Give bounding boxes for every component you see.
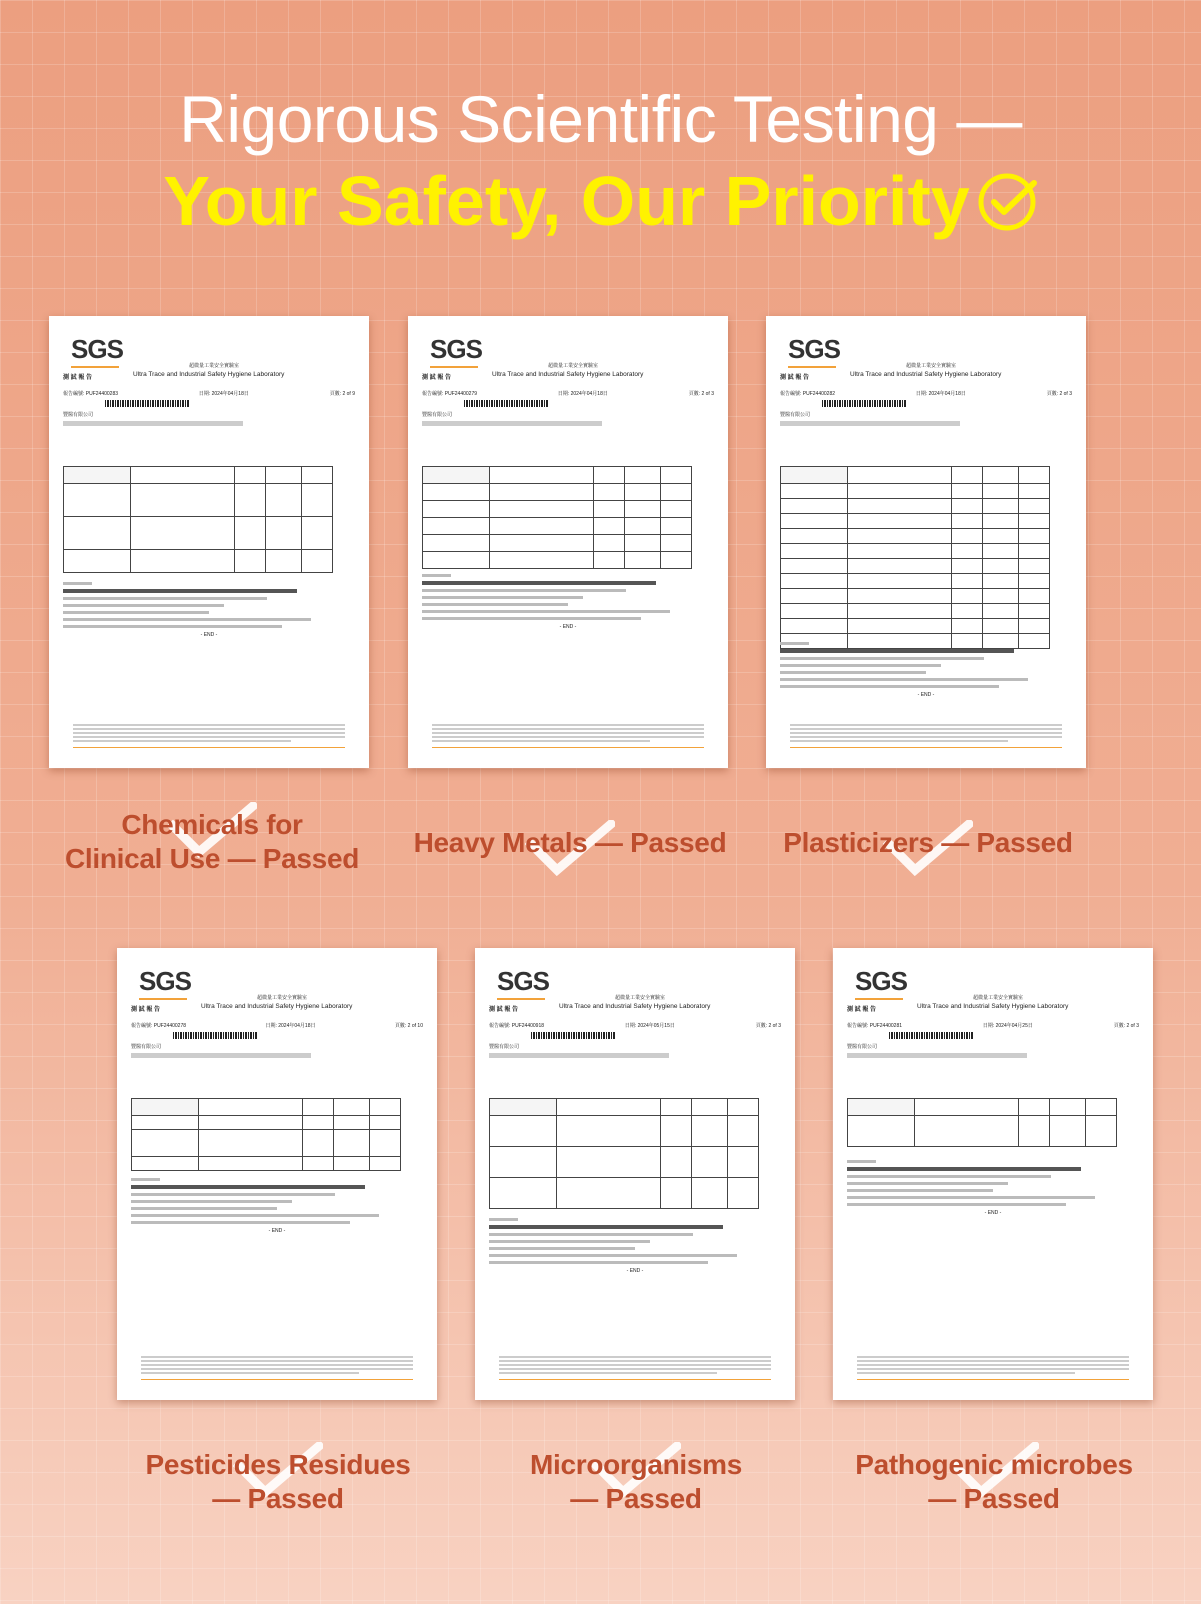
label-line-1: Chemicals for [121, 809, 303, 840]
sgs-logo: SGS [497, 966, 549, 996]
hero-line-2-text: Your Safety, Our Priority [163, 162, 970, 240]
report-number: 報告編號: PUF24400278 [131, 1023, 187, 1029]
notes [63, 578, 355, 638]
hero-line-2 [163, 160, 1037, 242]
lab-name: Ultra Trace and Industrial Safety Hygiene Laboratory [133, 371, 285, 378]
company-name: 豐醫有限公司 [847, 1044, 878, 1050]
label-line-2: — Passed [212, 1483, 344, 1514]
report-meta [63, 390, 355, 397]
report-page: 頁數: 2 of 3 [1113, 1023, 1139, 1029]
hero-title [0, 78, 1201, 242]
results-table [131, 1098, 401, 1171]
report-number: 報告編號: PUF24400279 [422, 391, 478, 397]
report-footer [432, 722, 704, 748]
report-footer [73, 722, 345, 748]
report-end: - END - [626, 1268, 644, 1274]
lab-name: Ultra Trace and Industrial Safety Hygiene Laboratory [201, 1003, 353, 1010]
report-title: 測 試 報 告 [131, 1007, 161, 1013]
test-result-label-4 [108, 1448, 448, 1516]
lab-name: Ultra Trace and Industrial Safety Hygiene Laboratory [917, 1003, 1069, 1010]
report-end: - END - [268, 1228, 286, 1234]
sgs-logo: SGS [139, 966, 191, 996]
report-number: 報告編號: PUF24400281 [847, 1023, 903, 1029]
results-table [422, 466, 692, 569]
sgs-logo: SGS [788, 334, 840, 364]
barcode [173, 1032, 257, 1039]
sgs-logo: SGS [855, 966, 907, 996]
report-date: 日期: 2024年04月18日 [198, 391, 249, 397]
company-block [847, 1044, 1027, 1058]
label-line-1: Plasticizers — Passed [783, 827, 1073, 858]
label-line-2: Clinical Use — Passed [64, 843, 360, 874]
report-footer [499, 1354, 771, 1380]
results-table [63, 466, 333, 573]
sgs-test-report-5 [475, 948, 795, 1400]
lab-name-cn: 超微量工業安全實驗室 [257, 995, 308, 1001]
sgs-logo-underline [71, 366, 119, 368]
company-name: 豐醫有限公司 [422, 412, 453, 418]
sgs-test-report-3 [766, 316, 1086, 768]
report-end: - END - [559, 624, 577, 630]
sgs-test-report-6 [833, 948, 1153, 1400]
report-date: 日期: 2024年04月18日 [915, 391, 966, 397]
sgs-logo-underline [139, 998, 187, 1000]
barcode [464, 400, 548, 407]
sgs-logo-underline [430, 366, 478, 368]
report-page: 頁數: 2 of 3 [1046, 391, 1072, 397]
report-title: 測 試 報 告 [847, 1007, 877, 1013]
company-name: 豐醫有限公司 [780, 412, 811, 418]
report-meta [780, 390, 1072, 397]
test-result-label-3 [758, 826, 1098, 860]
sgs-logo-underline [788, 366, 836, 368]
sgs-test-report-4 [117, 948, 437, 1400]
sgs-logo-underline [855, 998, 903, 1000]
notes [780, 638, 1072, 698]
report-end: - END - [984, 1210, 1002, 1216]
report-date: 日期: 2024年04月25日 [982, 1023, 1033, 1029]
lab-name-cn: 超微量工業安全實驗室 [548, 363, 599, 369]
lab-name-cn: 超微量工業安全實驗室 [615, 995, 666, 1001]
test-result-label-6 [824, 1448, 1164, 1516]
results-table [489, 1098, 759, 1209]
report-title: 測 試 報 告 [780, 375, 810, 381]
sgs-test-report-2 [408, 316, 728, 768]
report-page: 頁數: 2 of 3 [755, 1023, 781, 1029]
report-number: 報告編號: PUF24400282 [780, 391, 836, 397]
hero-line-1: Rigorous Scientific Testing — [179, 82, 1022, 156]
sgs-test-report-1 [49, 316, 369, 768]
report-number: 報告編號: PUF24400918 [489, 1023, 545, 1029]
report-date: 日期: 2024年04月18日 [557, 391, 608, 397]
company-name: 豐醫有限公司 [489, 1044, 520, 1050]
test-result-label-2 [400, 826, 740, 860]
notes [847, 1156, 1139, 1216]
report-meta [131, 1022, 423, 1029]
lab-name-cn: 超微量工業安全實驗室 [906, 363, 957, 369]
report-page: 頁數: 2 of 10 [394, 1023, 423, 1029]
report-title: 測 試 報 告 [489, 1007, 519, 1013]
barcode [822, 400, 906, 407]
report-title: 測 試 報 告 [63, 375, 93, 381]
lab-name-cn: 超微量工業安全實驗室 [973, 995, 1024, 1001]
notes [489, 1214, 781, 1274]
company-block [63, 412, 243, 426]
lab-name-cn: 超微量工業安全實驗室 [189, 363, 240, 369]
report-footer [790, 722, 1062, 748]
report-page: 頁數: 2 of 9 [329, 391, 355, 397]
company-block [489, 1044, 669, 1058]
lab-name: Ultra Trace and Industrial Safety Hygiene Laboratory [559, 1003, 711, 1010]
report-footer [141, 1354, 413, 1380]
report-end: - END - [917, 692, 935, 698]
report-meta [489, 1022, 781, 1029]
sgs-logo: SGS [430, 334, 482, 364]
sgs-logo-underline [497, 998, 545, 1000]
lab-name: Ultra Trace and Industrial Safety Hygiene Laboratory [492, 371, 644, 378]
notes [422, 570, 714, 630]
sgs-logo: SGS [71, 334, 123, 364]
barcode [531, 1032, 615, 1039]
lab-name: Ultra Trace and Industrial Safety Hygiene Laboratory [850, 371, 1002, 378]
label-line-1: Microorganisms [529, 1449, 743, 1480]
results-table [847, 1098, 1117, 1147]
notes [131, 1174, 423, 1234]
label-line-2: — Passed [928, 1483, 1060, 1514]
company-name: 豐醫有限公司 [63, 412, 94, 418]
test-result-label-5 [466, 1448, 806, 1516]
company-block [422, 412, 602, 426]
company-block [780, 412, 960, 426]
test-result-label-1 [42, 808, 382, 876]
report-meta [847, 1022, 1139, 1029]
label-line-1: Heavy Metals — Passed [413, 827, 727, 858]
report-end: - END - [200, 632, 218, 638]
barcode [889, 1032, 973, 1039]
label-line-1: Pesticides Residues [145, 1449, 411, 1480]
label-line-1: Pathogenic microbes [855, 1449, 1133, 1480]
results-table [780, 466, 1050, 649]
report-footer [857, 1354, 1129, 1380]
report-date: 日期: 2024年05月15日 [624, 1023, 675, 1029]
report-title: 測 試 報 告 [422, 375, 452, 381]
company-name: 豐醫有限公司 [131, 1044, 162, 1050]
label-line-2: — Passed [570, 1483, 702, 1514]
report-number: 報告編號: PUF24400283 [63, 391, 119, 397]
report-page: 頁數: 2 of 3 [688, 391, 714, 397]
check-circle-icon [976, 171, 1038, 233]
company-block [131, 1044, 311, 1058]
report-meta [422, 390, 714, 397]
report-date: 日期: 2024年04月18日 [265, 1023, 316, 1029]
barcode [105, 400, 189, 407]
